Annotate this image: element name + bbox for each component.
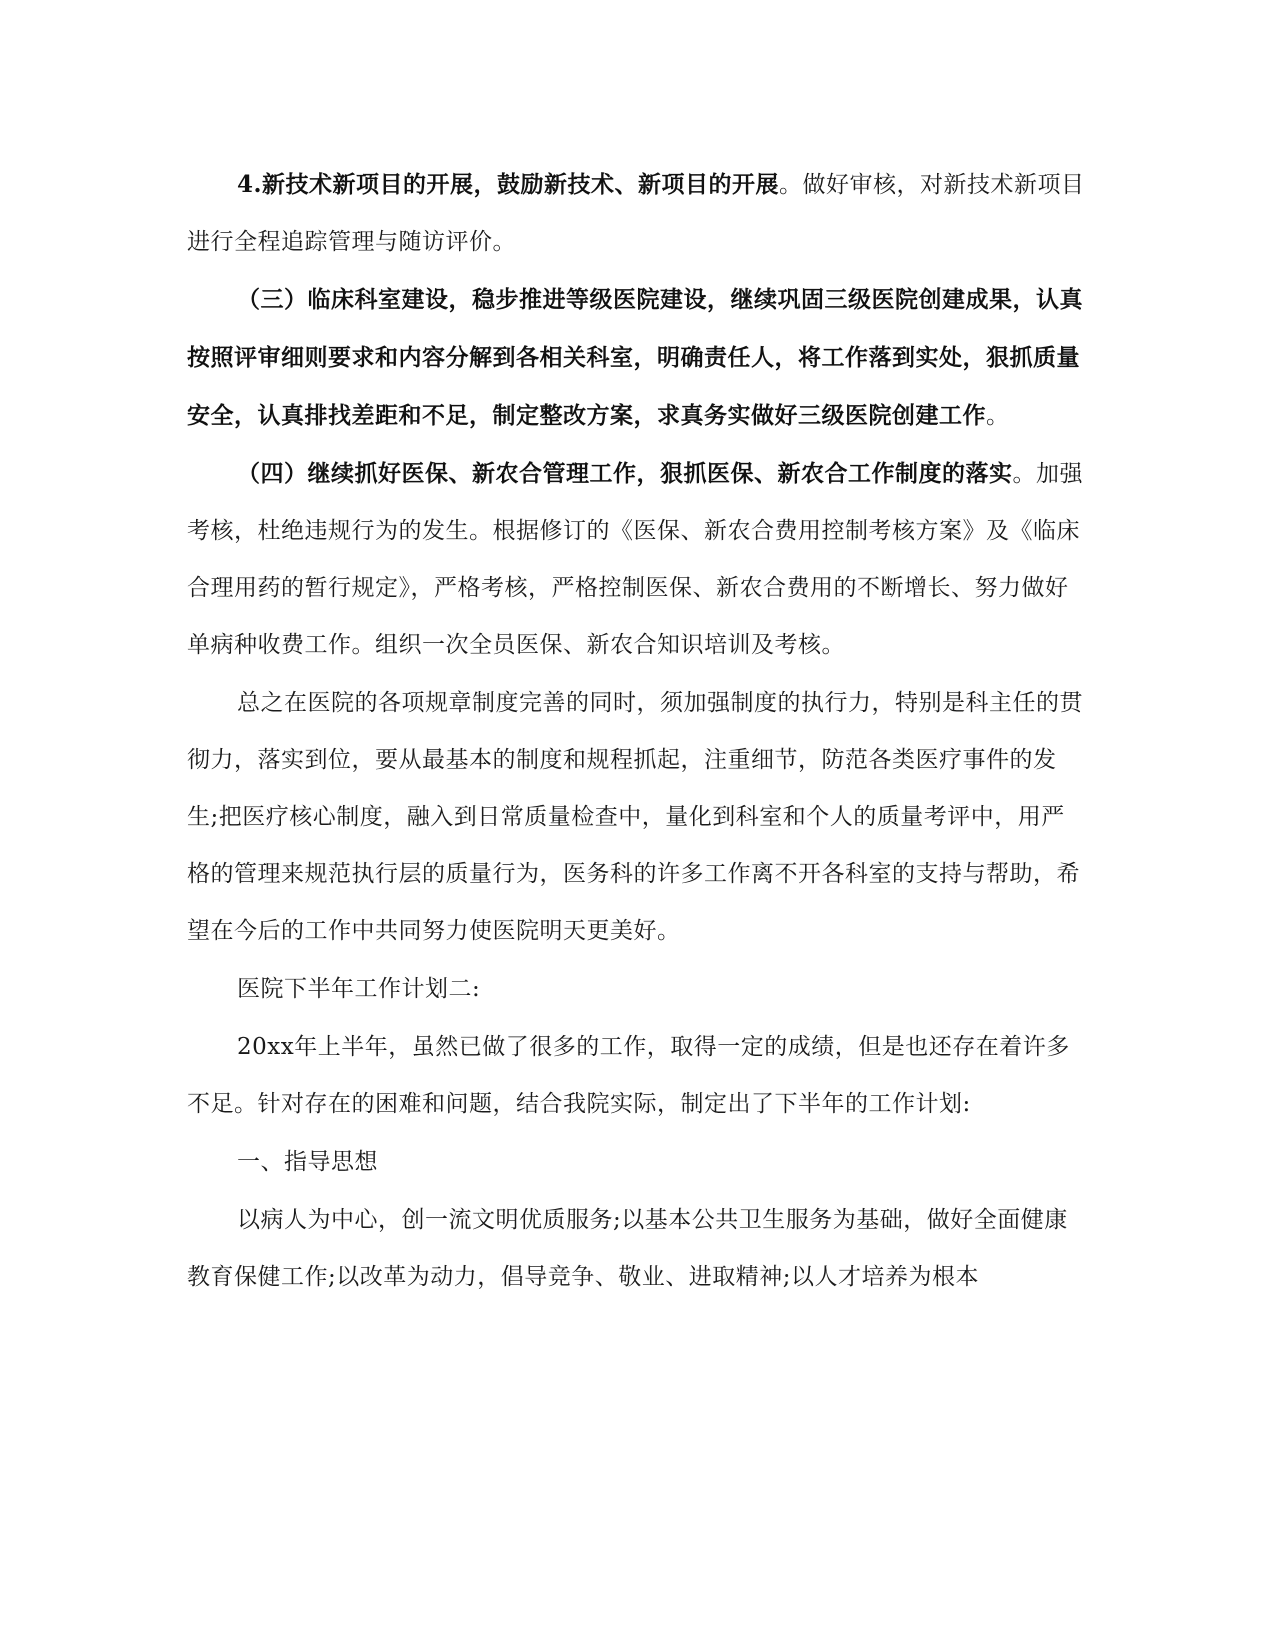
paragraph-bold-lead: （四）继续抓好医保、新农合管理工作，狠抓医保、新农合工作制度的落实 xyxy=(237,460,1013,487)
paragraph-new-technology xyxy=(187,156,1087,271)
paragraph-guiding-ideology xyxy=(187,1191,1087,1306)
paragraph-bold-lead: （三）临床科室建设，稳步推进等级医院建设，继续巩固三级医院创建成果，认真按照评审细则要求和内容分解到各相关科室，明确责任人，将工作落到实处，狠抓质量安全，认真排找差距和不足，制定整改方案，求真务实做好三级医院创建工作 xyxy=(187,286,1083,429)
paragraph-text: 。加强考核，杜绝违规行为的发生。根据修订的《医保、新农合费用控制考核方案》及《临床合理用药的暂行规定》，严格考核，严格控制医保、新农合费用的不断增长、努力做好单病种收费工作。组织一次全员医保、新农合知识培训及考核。 xyxy=(187,461,1083,658)
document-body xyxy=(187,156,1087,1306)
paragraph-text: 总之在医院的各项规章制度完善的同时，须加强制度的执行力，特别是科主任的贯彻力，落实到位，要从最基本的制度和规程抓起，注重细节，防范各类医疗事件的发生;把医疗核心制度，融入到日常质量检查中，量化到科室和个人的质量考评中，用严格的管理来规范执行层的质量行为，医务科的许多工作离不开各科室的支持与帮助，希望在今后的工作中共同努力使医院明天更美好。 xyxy=(187,690,1083,944)
paragraph-text: 以病人为中心，创一流文明优质服务;以基本公共卫生服务为基础，做好全面健康教育保健工作;以改革为动力，倡导竞争、敬业、进取精神;以人才培养为根本 xyxy=(187,1207,1068,1290)
paragraph-text: 。做好审核，对新技术新项目进行全程追踪管理与随访评价。 xyxy=(187,172,1085,255)
paragraph-clinical-department xyxy=(187,271,1087,445)
paragraph-text: 医院下半年工作计划二: xyxy=(237,976,481,1002)
paragraph-first-half-review xyxy=(187,1018,1087,1133)
paragraph-text: 。 xyxy=(986,403,1010,429)
paragraph-summary xyxy=(187,674,1087,960)
paragraph-bold-lead: 4.新技术新项目的开展，鼓励新技术、新项目的开展 xyxy=(237,171,780,198)
paragraph-text: 20xx年上半年，虽然已做了很多的工作，取得一定的成绩，但是也还存在着许多不足。针对存在的困难和问题，结合我院实际，制定出了下半年的工作计划: xyxy=(187,1034,1070,1117)
paragraph-guiding-ideology-heading xyxy=(187,1133,1087,1191)
paragraph-medical-insurance xyxy=(187,445,1087,674)
paragraph-text: 一、指导思想 xyxy=(237,1149,378,1175)
paragraph-plan-two-heading xyxy=(187,960,1087,1018)
